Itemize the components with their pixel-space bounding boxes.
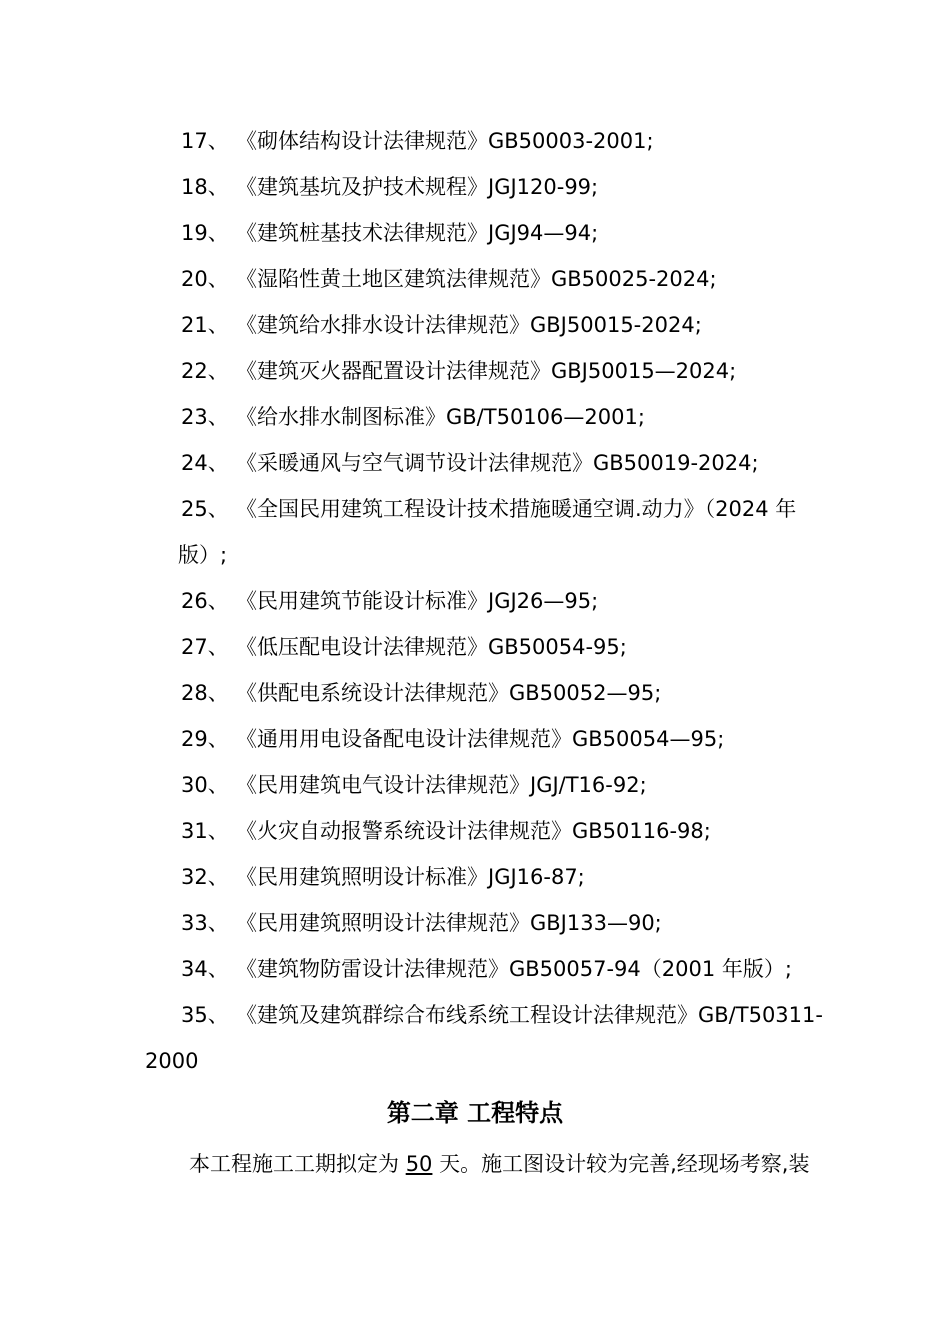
item-number: 21、 xyxy=(181,313,229,337)
item-number: 34、 xyxy=(181,957,229,981)
paragraph-text-start: 本工程施工工期拟定为 xyxy=(189,1152,406,1176)
item-text: 《供配电系统设计法律规范》GB50052—95; xyxy=(236,681,662,705)
list-item xyxy=(0,210,950,256)
list-item xyxy=(0,808,950,854)
item-number: 22、 xyxy=(181,359,229,383)
list-item xyxy=(0,946,950,992)
list-item xyxy=(0,992,950,1084)
list-item xyxy=(0,578,950,624)
item-text: 《建筑灭火器配置设计法律规范》GBJ50015—2024; xyxy=(236,359,737,383)
item-number: 23、 xyxy=(181,405,229,429)
standards-list xyxy=(0,118,950,1084)
item-text-continuation: 2000 xyxy=(145,1049,199,1073)
item-text: 《建筑桩基技术法律规范》JGJ94—94; xyxy=(236,221,599,245)
item-text: 《民用建筑节能设计标准》JGJ26—95; xyxy=(236,589,599,613)
list-item xyxy=(0,394,950,440)
item-text: 《民用建筑照明设计标准》JGJ16-87; xyxy=(236,865,585,889)
chapter-title: 第二章 工程特点 xyxy=(386,1099,564,1127)
item-text: 《建筑物防雷设计法律规范》GB50057-94（2001 年版）; xyxy=(236,957,792,981)
list-item xyxy=(0,118,950,164)
item-text: 《砌体结构设计法律规范》GB50003-2001; xyxy=(236,129,654,153)
item-number: 26、 xyxy=(181,589,229,613)
item-text-continuation: 版）; xyxy=(178,543,228,567)
item-number: 25、 xyxy=(181,497,229,521)
item-text: 《湿陷性黄土地区建筑法律规范》GB50025-2024; xyxy=(236,267,717,291)
item-text: 《给水排水制图标准》GB/T50106—2001; xyxy=(236,405,645,429)
item-number: 32、 xyxy=(181,865,229,889)
list-item xyxy=(0,348,950,394)
item-number: 20、 xyxy=(181,267,229,291)
list-item xyxy=(0,440,950,486)
list-item xyxy=(0,256,950,302)
item-text: 《通用用电设备配电设计法律规范》GB50054—95; xyxy=(236,727,725,751)
item-text: 《建筑基坑及护技术规程》JGJ120-99; xyxy=(236,175,599,199)
item-number: 19、 xyxy=(181,221,229,245)
list-item xyxy=(0,670,950,716)
item-number: 18、 xyxy=(181,175,229,199)
item-text: 《低压配电设计法律规范》GB50054-95; xyxy=(236,635,627,659)
list-item xyxy=(0,302,950,348)
item-text: 《采暖通风与空气调节设计法律规范》GB50019-2024; xyxy=(236,451,759,475)
item-number: 29、 xyxy=(181,727,229,751)
list-item xyxy=(0,900,950,946)
item-number: 30、 xyxy=(181,773,229,797)
item-number: 33、 xyxy=(181,911,229,935)
list-item xyxy=(0,486,950,578)
list-item xyxy=(0,164,950,210)
item-text: 《民用建筑电气设计法律规范》JGJ/T16-92; xyxy=(236,773,647,797)
list-item xyxy=(0,762,950,808)
list-item xyxy=(0,716,950,762)
item-number: 31、 xyxy=(181,819,229,843)
item-number: 17、 xyxy=(181,129,229,153)
item-text: 《建筑给水排水设计法律规范》GBJ50015-2024; xyxy=(236,313,702,337)
item-number: 24、 xyxy=(181,451,229,475)
item-number: 27、 xyxy=(181,635,229,659)
list-item xyxy=(0,854,950,900)
body-paragraph xyxy=(189,1144,809,1184)
item-number: 35、 xyxy=(181,1003,229,1027)
paragraph-text-end: 天。施工图设计较为完善,经现场考察,装 xyxy=(432,1152,810,1176)
list-item xyxy=(0,624,950,670)
duration-days: 50 xyxy=(405,1152,433,1176)
item-number: 28、 xyxy=(181,681,229,705)
item-text: 《全国民用建筑工程设计技术措施暖通空调.动力》（2024 年 xyxy=(236,497,797,521)
item-text: 《火灾自动报警系统设计法律规范》GB50116-98; xyxy=(236,819,711,843)
item-text: 《民用建筑照明设计法律规范》GBJ133—90; xyxy=(236,911,662,935)
item-text: 《建筑及建筑群综合布线系统工程设计法律规范》GB/T50311- xyxy=(236,1003,823,1027)
